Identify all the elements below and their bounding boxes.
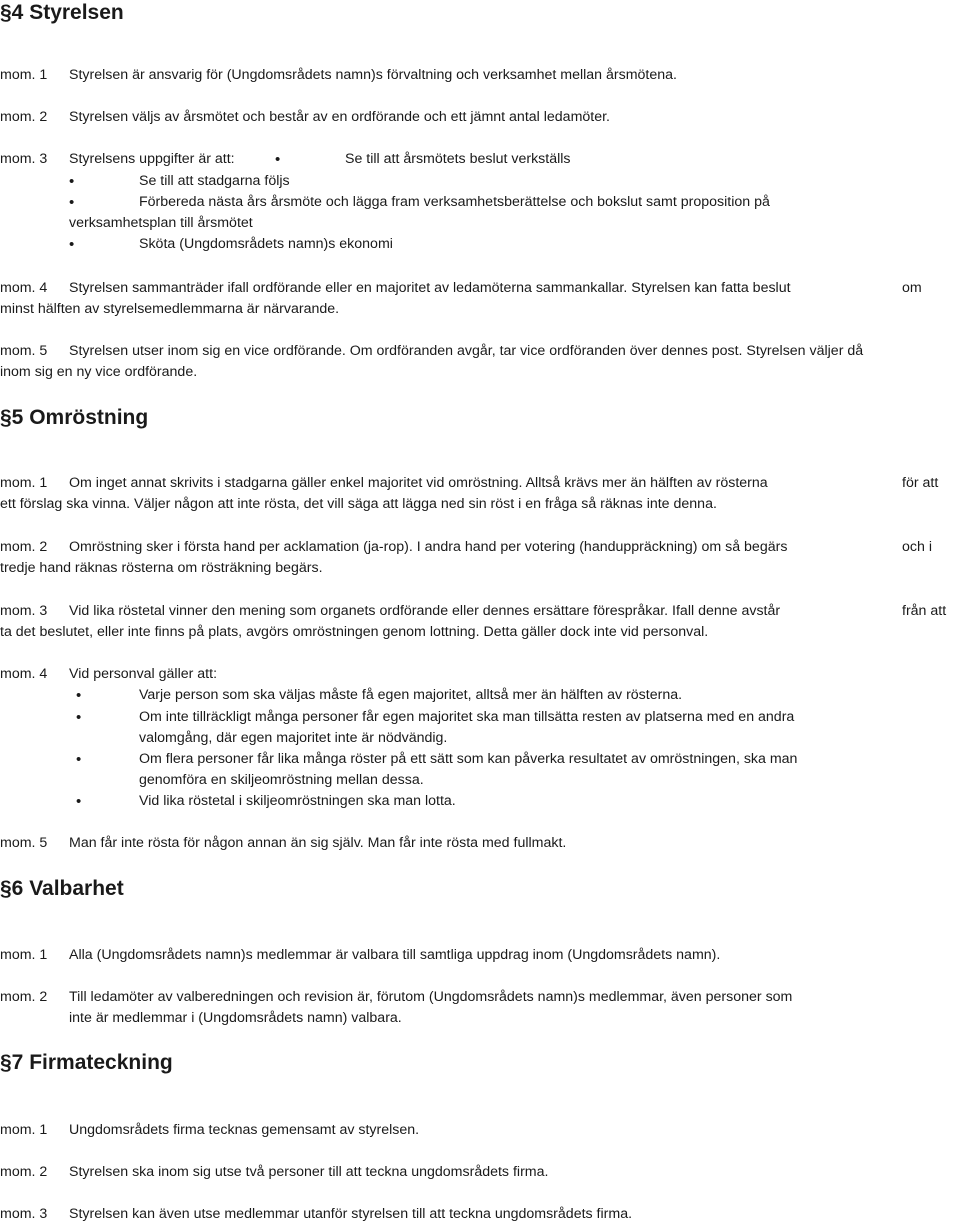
s5-mom4-number: mom. 4 [0,666,48,682]
bullet-icon: • [69,236,75,253]
section-4-heading: §4 Styrelsen [0,1,124,24]
s5-mom4-lead: Vid personval gäller att: [69,666,218,682]
s7-mom1-text: Ungdomsrådets firma tecknas gemensamt av styrelsen. [69,1122,420,1138]
s4-mom1-text: Styrelsen är ansvarig för (Ungdomsrådets namn)s förvaltning och verksamhet mellan årsmötena. [69,67,677,83]
bullet-icon: • [76,793,82,810]
s6-mom2-line1: Till ledamöter av valberedningen och revision är, förutom (Ungdomsrådets namn)s medlemmar, även personer som [69,989,793,1005]
s4-mom3-item-continuation: verksamhetsplan till årsmötet [69,215,253,231]
section-6-heading: §6 Valbarhet [0,877,124,900]
s5-mom5-number: mom. 5 [0,835,48,851]
s5-mom4-item: Om flera personer får lika många röster på ett sätt som kan påverka resultatet av omröstningen, ska man [139,751,798,767]
bullet-icon: • [69,173,75,190]
section-5-heading: §5 Omröstning [0,406,149,429]
s4-mom2-number: mom. 2 [0,109,48,125]
s4-mom3-item: Sköta (Ungdomsrådets namn)s ekonomi [139,236,393,252]
s5-mom4-item: Om inte tillräckligt många personer får egen majoritet ska man tillsätta resten av platserna med en andra [139,709,795,725]
bullet-icon: • [76,709,82,726]
s5-mom4-item-continuation: valomgång, där egen majoritet inte är nödvändig. [139,730,448,746]
s6-mom2-number: mom. 2 [0,989,48,1005]
s4-mom2-text: Styrelsen väljs av årsmötet och består av en ordförande och ett jämnt antal ledamöter. [69,109,610,125]
s4-mom5-line2: inom sig en ny vice ordförande. [0,364,198,380]
s5-mom2-line1: Omröstning sker i första hand per acklamation (ja-rop). I andra hand per votering (handuppräckning) om så begärs [69,539,788,555]
s6-mom1-text: Alla (Ungdomsrådets namn)s medlemmar är valbara till samtliga uppdrag inom (Ungdomsrådets namn). [69,947,721,963]
s4-mom3-number: mom. 3 [0,151,48,167]
s7-mom3-text: Styrelsen kan även utse medlemmar utanför styrelsen till att teckna ungdomsrådets firma. [69,1206,633,1222]
s4-mom4-tail: om [902,280,922,296]
s5-mom1-line2: ett förslag ska vinna. Väljer någon att inte rösta, det vill säga att lägga ned sin röst i en fråga så räknas inte denna. [0,496,717,512]
s5-mom5-text: Man får inte rösta för någon annan än sig själv. Man får inte rösta med fullmakt. [69,835,567,851]
s5-mom4-item: Vid lika röstetal i skiljeomröstningen ska man lotta. [139,793,456,809]
s4-mom4-line2: minst hälften av styrelsemedlemmarna är närvarande. [0,301,340,317]
s7-mom3-number: mom. 3 [0,1206,48,1222]
s6-mom1-number: mom. 1 [0,947,48,963]
bullet-icon: • [69,194,75,211]
s5-mom1-line1: Om inget annat skrivits i stadgarna gäller enkel majoritet vid omröstning. Alltså krävs mer än hälften av rösterna [69,475,768,491]
s4-mom5-number: mom. 5 [0,343,48,359]
s4-mom3-lead: Styrelsens uppgifter är att: [69,151,235,167]
s5-mom4-item: Varje person som ska väljas måste få egen majoritet, alltså mer än hälften av rösterna. [139,687,683,703]
s5-mom4-item-continuation: genomföra en skiljeomröstning mellan dessa. [139,772,424,788]
s7-mom2-text: Styrelsen ska inom sig utse två personer till att teckna ungdomsrådets firma. [69,1164,549,1180]
s7-mom1-number: mom. 1 [0,1122,48,1138]
s5-mom3-number: mom. 3 [0,603,48,619]
s4-mom5-line1: Styrelsen utser inom sig en vice ordförande. Om ordföranden avgår, tar vice ordföranden över dennes post. Styrelsen väljer då [69,343,864,359]
s5-mom3-tail: från att [902,603,947,619]
bullet-icon: • [76,751,82,768]
s5-mom1-number: mom. 1 [0,475,48,491]
s5-mom2-line2: tredje hand räknas rösterna om rösträkning begärs. [0,560,323,576]
s4-mom4-number: mom. 4 [0,280,48,296]
s5-mom2-tail: och i [902,539,932,555]
s4-mom4-line1: Styrelsen sammanträder ifall ordförande eller en majoritet av ledamöterna sammankallar. Styrelsen kan fatta beslut [69,280,791,296]
s4-mom1-number: mom. 1 [0,67,48,83]
s6-mom2-line2: inte är medlemmar i (Ungdomsrådets namn) valbara. [69,1010,402,1026]
bullet-icon: • [275,151,281,168]
s5-mom3-line2: ta det beslutet, eller inte finns på plats, avgörs omröstningen genom lottning. Detta gäller dock inte vid personval. [0,624,709,640]
s5-mom1-tail: för att [902,475,939,491]
s4-mom3-item: Se till att stadgarna följs [139,173,290,189]
s5-mom2-number: mom. 2 [0,539,48,555]
section-7-heading: §7 Firmateckning [0,1051,173,1074]
s5-mom3-line1: Vid lika röstetal vinner den mening som organets ordförande eller dennes ersättare förespråkar. Ifall denne avstår [69,603,781,619]
s7-mom2-number: mom. 2 [0,1164,48,1180]
s4-mom3-item: Förbereda nästa års årsmöte och lägga fram verksamhetsberättelse och bokslut samt proposition på [139,194,770,210]
s4-mom3-item: Se till att årsmötets beslut verkställs [345,151,571,167]
bullet-icon: • [76,687,82,704]
